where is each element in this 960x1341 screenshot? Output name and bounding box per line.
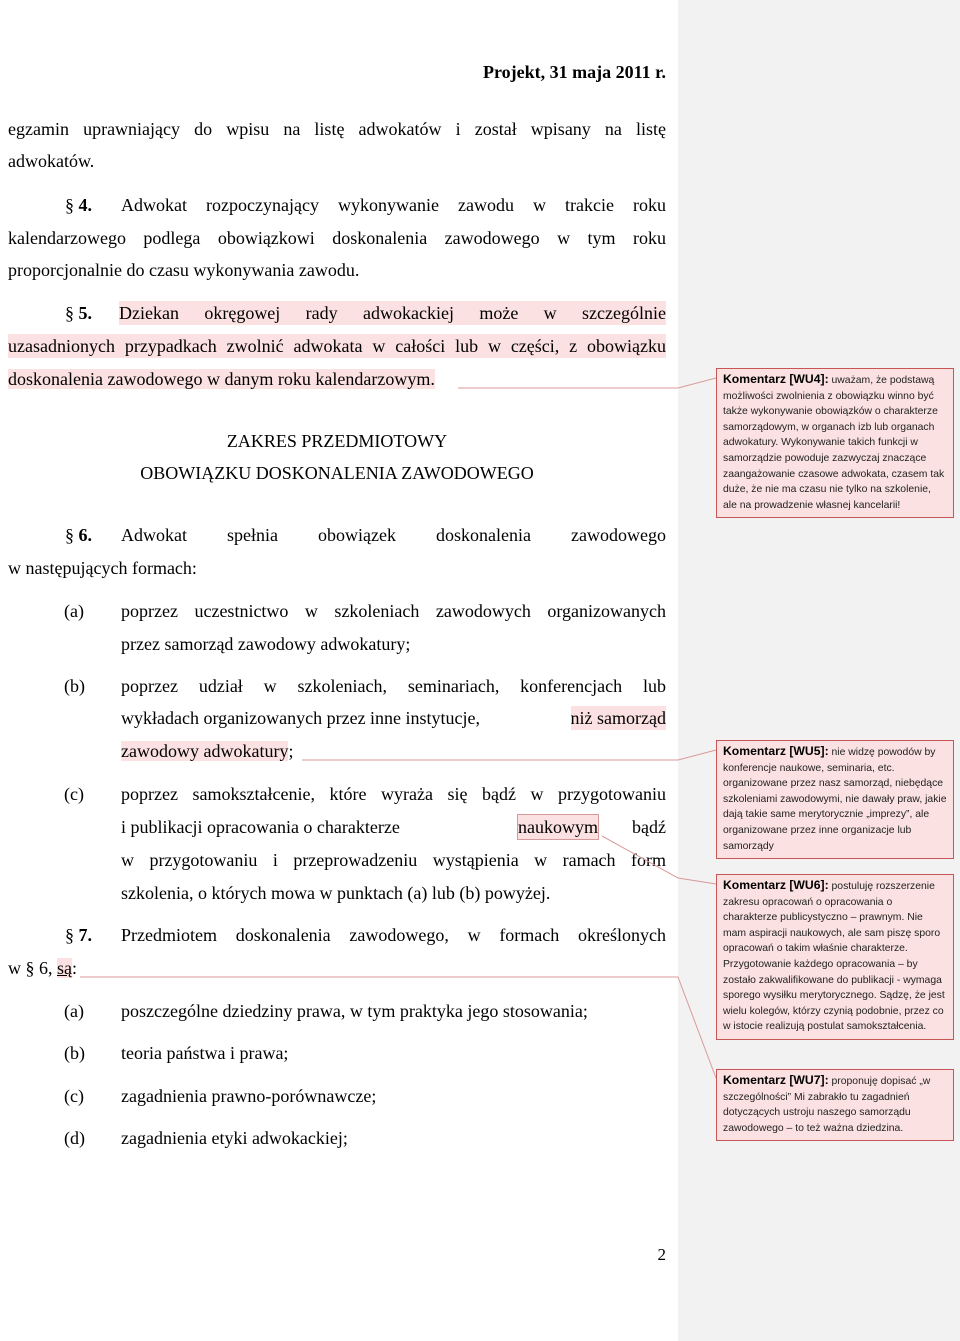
comment-balloon-wu5[interactable]: Komentarz [WU5]: nie widzę powodów by konferencje naukowe, seminaria, etc. organizowane przez nasz samorząd, niebędące szkoleniami zawodowymi, nie dawały praw, jakie dają takie same merytorycznie „imprezy”, ale organizowane przez inne organizacje lub samorządy xyxy=(716,740,954,859)
list-item-line: i publikacji opracowania o charakterze naukowym bądź xyxy=(121,817,666,837)
body-line: w następujących formach: xyxy=(8,558,197,578)
list-item-line: przez samorząd zawodowy adwokatury; xyxy=(121,634,411,654)
list-item-line: w przygotowaniu i przeprowadzeniu wystąpienia w ramach form xyxy=(121,850,666,870)
section-heading: ZAKRES PRZEDMIOTOWY xyxy=(226,431,448,451)
commented-text-wu4: uzasadnionych przypadkach zwolnić adwokata w całości lub w części, z obowiązku xyxy=(8,336,666,356)
list-item-line: poprzez uczestnictwo w szkoleniach zawodowych organizowanych xyxy=(121,601,666,621)
body-line: Przedmiotem doskonalenia zawodowego, w formach określonych xyxy=(121,925,666,945)
comment-balloon-wu7[interactable]: Komentarz [WU7]: proponuję dopisać „w szczególności” Mi zabrakło tu zagadnień dotyczących ustroju naszego samorządu zawodowego – to też ważna dziedzina. xyxy=(716,1069,954,1141)
page-number: 2 xyxy=(657,1245,666,1264)
body-line: kalendarzowego podlega obowiązkowi doskonalenia zawodowego w tym roku xyxy=(8,228,666,248)
comment-balloon-wu4[interactable]: Komentarz [WU4]: uważam, że podstawą możliwości zwolnienia z obowiązku winno być także wykonywanie obowiązków o charakterze samorządowym, w organach izb lub organach adwokatury. Wykonywanie takich funkcji w samorządzie powoduje zazwyczaj znaczące zaangażowanie czasowe adwokata, czasem tak duże, że nie ma czasu nie tylko na szkolenie, ale na prowadzenie własnej kancelarii! xyxy=(716,368,954,518)
list-label: (a) xyxy=(64,601,84,621)
section-4-number: § 4. xyxy=(65,195,92,215)
section-heading: OBOWIĄZKU DOSKONALENIA ZAWODOWEGO xyxy=(140,463,534,483)
body-line: egzamin uprawniający do wpisu na listę adwokatów i został wpisany na listę xyxy=(8,119,666,139)
body-line: w § 6, są: xyxy=(8,958,78,978)
list-item-line: poszczególne dziedziny prawa, w tym praktyka jego stosowania; xyxy=(121,1001,588,1021)
page-header: Projekt, 31 maja 2011 r. xyxy=(483,62,666,82)
commented-text-wu5: zawodowy adwokatury xyxy=(121,741,289,761)
commented-text-wu4: Dziekan okręgowej rady adwokackiej może w szczególnie xyxy=(119,303,666,323)
list-item-line: teoria państwa i prawa; xyxy=(121,1043,289,1063)
list-item-line: poprzez samokształcenie, które wyraża się bądź w przygotowaniu xyxy=(121,784,666,804)
list-label: (b) xyxy=(64,1043,85,1063)
body-line: adwokatów. xyxy=(8,151,95,171)
list-item-line: zagadnienia prawno-porównawcze; xyxy=(121,1086,377,1106)
section-6-number: § 6. xyxy=(65,525,92,545)
section-7-number: § 7. xyxy=(65,925,92,945)
list-label: (b) xyxy=(64,676,85,696)
comment-balloon-wu6[interactable]: Komentarz [WU6]: postuluję rozszerzenie zakresu opracowań o opracowania o charakterze publicystyczno – prawnym. Nie mam aspiracji naukowych, ale sam piszę sporo opracowań o takim właśnie charakterze. Przygotowanie każdego opracowania – by zostało zakwalifikowane do publikacji - wymaga sporego wysiłku merytorycznego. Sądzę, że jest wielu kolegów, którzy czynią podobnie, przez co w istocie realizują postulat samokształcenia. xyxy=(716,874,954,1040)
section-5-number: § 5. xyxy=(65,303,92,323)
commented-text-wu5: niż samorząd xyxy=(570,708,666,728)
body-line: Adwokat rozpoczynający wykonywanie zawodu w trakcie roku xyxy=(121,195,666,215)
list-item-line: wykładach organizowanych przez inne instytucje, niż samorząd xyxy=(121,708,666,728)
list-item-line: poprzez udział w szkoleniach, seminariach, konferencjach lub xyxy=(121,676,666,696)
list-item-line: zawodowy adwokatury; xyxy=(121,741,294,761)
body-line: Adwokat spełnia obowiązek doskonalenia zawodowego xyxy=(121,525,666,545)
list-item-line: zagadnienia etyki adwokackiej; xyxy=(121,1128,348,1148)
commented-text-wu7: są xyxy=(57,958,72,978)
list-label: (a) xyxy=(64,1001,84,1021)
body-line: proporcjonalnie do czasu wykonywania zawodu. xyxy=(8,260,360,280)
list-label: (c) xyxy=(64,1086,84,1106)
list-label: (c) xyxy=(64,784,84,804)
list-label: (d) xyxy=(64,1128,85,1148)
commented-text-wu4: doskonalenia zawodowego w danym roku kalendarzowym. xyxy=(8,369,435,389)
commented-text-wu6: naukowym xyxy=(518,817,598,837)
list-item-line: szkolenia, o których mowa w punktach (a) lub (b) powyżej. xyxy=(121,883,551,903)
